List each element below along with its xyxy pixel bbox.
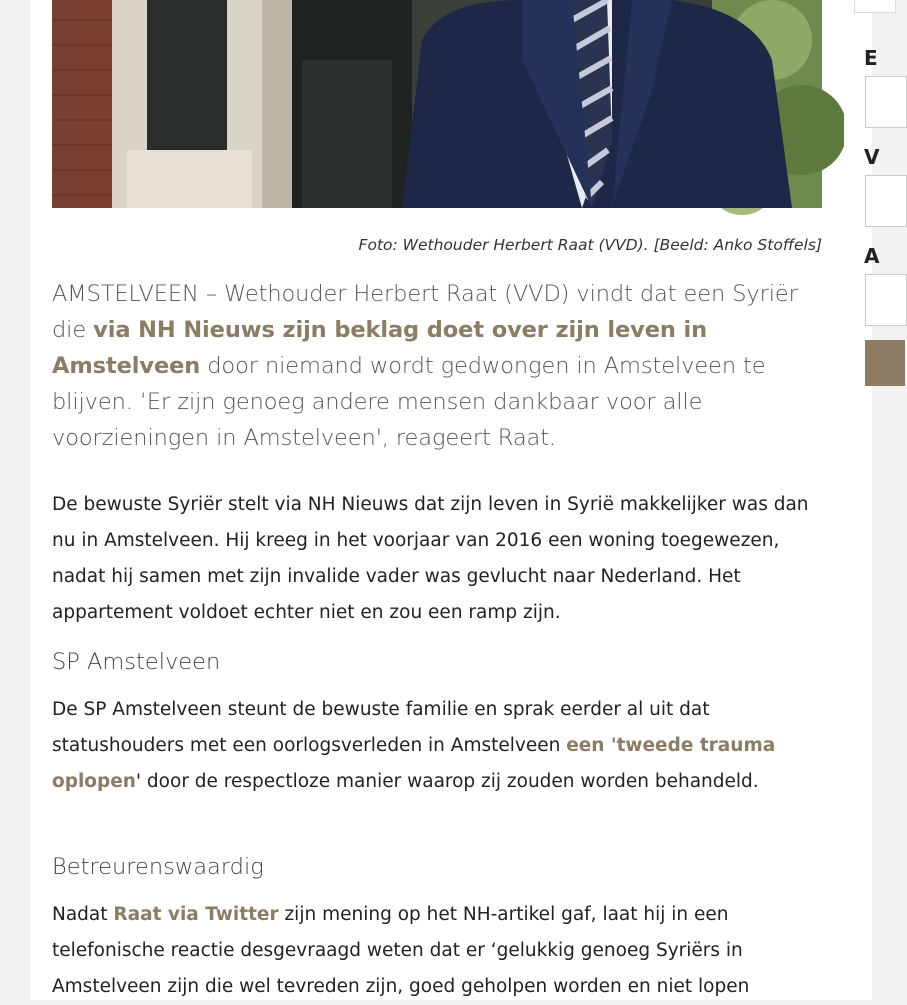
paragraph-3 (52, 897, 827, 1005)
photo-caption: Foto: Wethouder Herbert Raat (VVD). [Beeld: Anko Stoffels] (358, 236, 822, 254)
lead-link-nh-nieuws[interactable]: via NH Nieuws zijn beklag doet over zijn leven in Amstelveen (52, 317, 708, 379)
sidebar-form (844, 0, 880, 1000)
sidebar-input-3[interactable] (865, 274, 907, 326)
heading-betreurenswaardig: Betreurenswaardig (52, 854, 264, 880)
article-lead (52, 276, 827, 456)
paragraph-1: De bewuste Syriër stelt via NH Nieuws dat zijn leven in Syrië makkelijker was dan nu in Amstelveen. Hij kreeg in het voorjaar van 2016 een woning toegewezen, nadat hij samen met zijn invalide vader was gevlucht naar Nederland. Het appartement voldoet echter niet en zou een ramp zijn. (52, 494, 809, 623)
sidebar-top-box (854, 0, 896, 13)
paragraph-2 (52, 692, 827, 800)
paragraph-3-text-continued: zijn mening op het NH-artikel gaf, laat hij in een telefonische reactie desgevraagd weten dat er ‘gelukkig genoeg Syriërs in Amstelveen zijn die wel tevreden zijn, goed geholpen worden en niet lopen (52, 904, 750, 997)
sidebar-label-2: V (864, 145, 880, 169)
paragraph-2-text-continued: ' door de respectloze manier waarop zij zouden worden behandeld. (135, 771, 759, 792)
sidebar-input-2[interactable] (865, 175, 907, 227)
sidebar-label-3: A (864, 244, 880, 268)
sidebar-label-1: E (864, 46, 878, 70)
sidebar-submit-button[interactable] (865, 340, 905, 386)
article-photo (52, 0, 822, 208)
link-tweede-trauma[interactable]: een 'tweede trauma oplopen (52, 735, 776, 792)
heading-sp-amstelveen: SP Amstelveen (52, 649, 221, 675)
lead-text: AMSTELVEEN – Wethouder Herbert Raat (VVD) vindt dat een Syriër die (52, 281, 798, 343)
lead-text-continued: door niemand wordt gedwongen in Amstelveen te blijven. ‘Er zijn genoeg andere mensen dankbaar voor alle voorzieningen in Amstelveen', reageert Raat. (52, 353, 766, 451)
paragraph-2-text: De SP Amstelveen steunt de bewuste familie en sprak eerder al uit dat statushouders met een oorlogsverleden in Amstelveen (52, 699, 710, 756)
link-raat-via-twitter[interactable]: Raat via Twitter (113, 904, 279, 925)
article (30, 0, 844, 1000)
paragraph-3-text: Nadat (52, 904, 114, 925)
sidebar-input-1[interactable] (865, 76, 907, 128)
